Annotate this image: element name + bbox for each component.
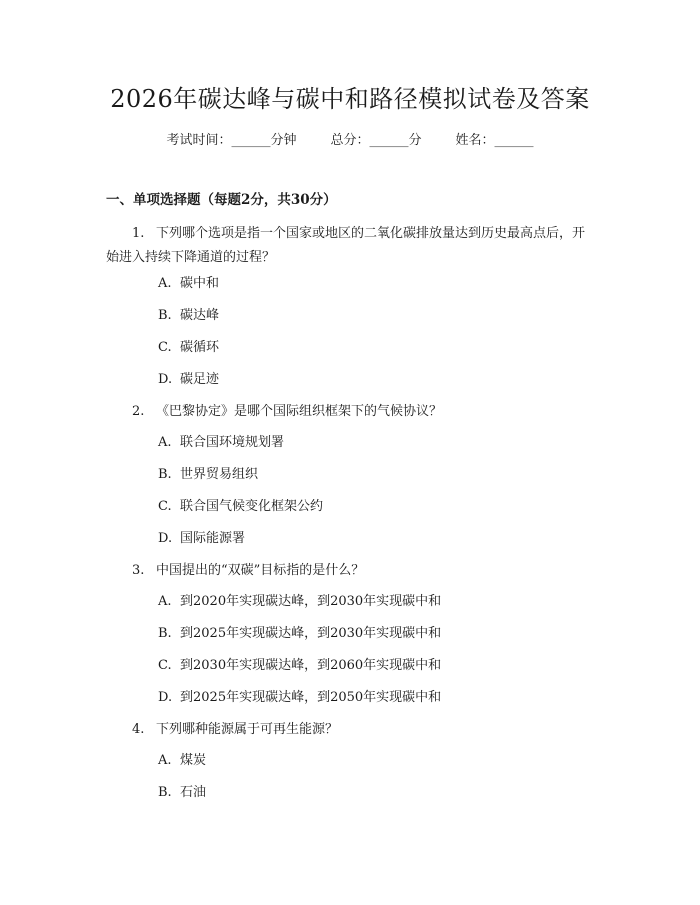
option-text: 联合国气候变化框架公约 [180,499,324,514]
option-text: 碳达峰 [180,308,220,323]
option-text: 碳中和 [180,276,220,291]
document-title: 2026年碳达峰与碳中和路径模拟试卷及答案 [110,85,590,113]
option-letter: B. [158,308,172,323]
question-2-option-d [158,529,245,549]
question-4-option-b [158,783,206,803]
question-1-option-a [158,274,219,294]
question-1-option-d [158,370,219,390]
option-text: 世界贸易组织 [180,467,259,482]
question-4-text: 下列哪种能源属于可再生能源？ [156,722,339,737]
option-text: 到2025年实现碳达峰，到2030年实现碳中和 [180,626,442,641]
question-3-option-a [158,592,441,612]
option-letter: C. [158,658,172,673]
question-2-option-a [158,433,284,453]
question-3-option-c [158,656,441,676]
option-letter: D. [158,372,173,387]
option-letter: B. [158,626,172,641]
question-4-stem [106,718,596,742]
option-text: 联合国环境规划署 [180,435,285,450]
question-3-option-b [158,624,441,644]
option-letter: C. [158,499,172,514]
option-text: 碳循环 [180,340,220,355]
question-1-option-b [158,306,219,326]
option-letter: B. [158,785,172,800]
student-name-field: 姓名：______ [455,133,534,148]
question-2-option-b [158,465,258,485]
option-text: 煤炭 [180,753,207,768]
option-text: 碳足迹 [180,372,220,387]
question-4-number: 4. [132,722,145,737]
question-3-option-d [158,688,441,708]
total-score-field: 总分：______分 [330,133,422,148]
question-2-number: 2. [132,404,145,419]
question-3-text: 中国提出的“双碳”目标指的是什么？ [156,563,365,578]
exam-meta-line [0,131,700,151]
question-2-option-c [158,497,323,517]
option-letter: A. [158,276,172,291]
question-4-option-a [158,751,206,771]
question-3-number: 3. [132,563,145,578]
option-letter: B. [158,467,172,482]
option-letter: C. [158,340,172,355]
option-letter: A. [158,435,172,450]
exam-time-field: 考试时间：______分钟 [166,133,297,148]
question-1-stem [106,222,596,270]
option-letter: A. [158,753,172,768]
question-2-stem [106,400,596,424]
option-letter: A. [158,594,172,609]
question-1-number: 1. [132,226,145,241]
option-letter: D. [158,531,173,546]
option-letter: D. [158,690,173,705]
option-text: 石油 [180,785,207,800]
option-text: 到2025年实现碳达峰，到2050年实现碳中和 [180,690,442,705]
question-3-stem [106,559,596,583]
option-text: 国际能源署 [180,531,246,546]
question-2-text: 《巴黎协定》是哪个国际组织框架下的气候协议？ [156,404,443,419]
section-heading: 一、单项选择题（每题2分，共30分） [106,192,337,208]
option-text: 到2030年实现碳达峰，到2060年实现碳中和 [180,658,442,673]
question-1-text: 下列哪个选项是指一个国家或地区的二氧化碳排放量达到历史最高点后，开始进入持续下降通道的过程？ [106,226,586,265]
option-text: 到2020年实现碳达峰，到2030年实现碳中和 [180,594,442,609]
question-1-option-c [158,338,219,358]
